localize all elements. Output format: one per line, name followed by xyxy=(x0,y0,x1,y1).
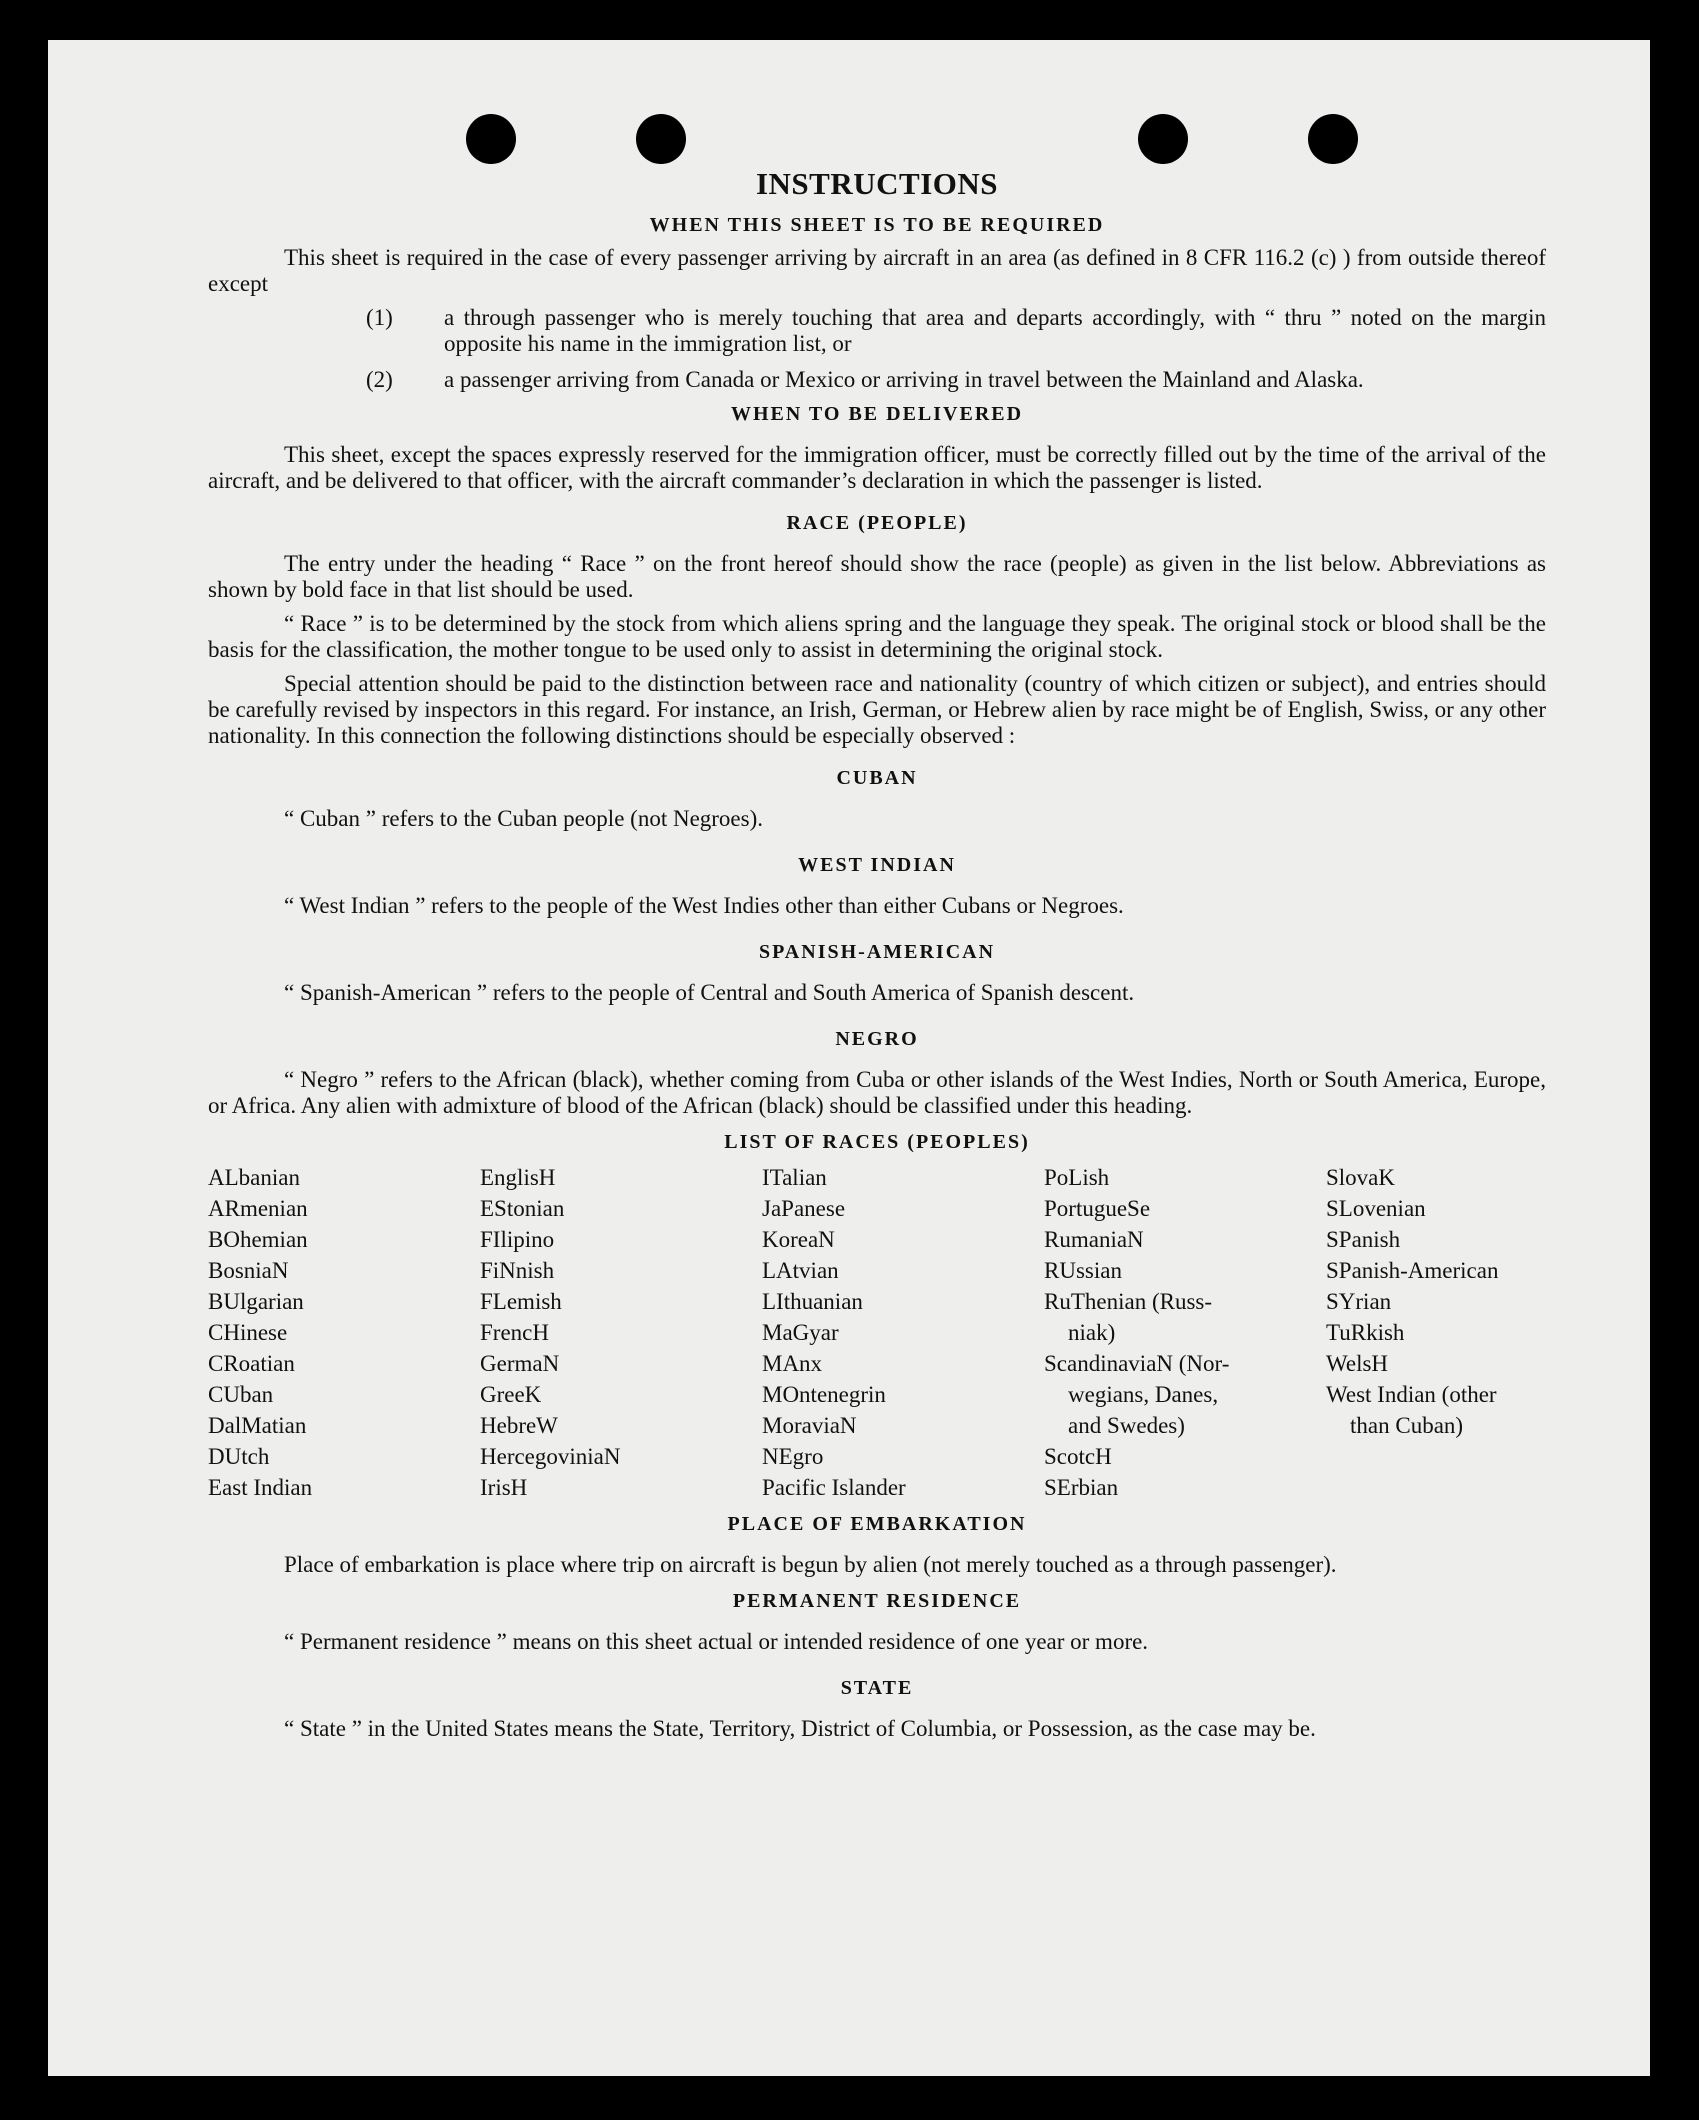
race-entry: Pacific Islander xyxy=(762,1475,906,1500)
race-entry: SlovaK xyxy=(1326,1165,1395,1190)
race-entry: ALbanian xyxy=(208,1165,300,1190)
race-column xyxy=(208,1162,468,1503)
race-entry: PortugueSe xyxy=(1044,1196,1151,1221)
race-entry: GermaN xyxy=(480,1351,560,1376)
heading-embarkation: PLACE OF EMBARKATION xyxy=(727,1513,1027,1535)
race-entry: RuThenian (Russ- xyxy=(1044,1289,1213,1314)
race-entry: PoLish xyxy=(1044,1165,1110,1190)
race-entry: FLemish xyxy=(480,1289,562,1314)
exception-number: (2) xyxy=(366,367,393,392)
race-entry: SLovenian xyxy=(1326,1196,1426,1221)
race-entry: SErbian xyxy=(1044,1475,1119,1500)
race-entry: DUtch xyxy=(208,1444,270,1469)
heading-required: WHEN THIS SHEET IS TO BE REQUIRED xyxy=(649,214,1105,236)
delivered-text: This sheet, except the spaces expressly reserved for the immigration officer, must be correctly filled out by the time of the arrival of the aircraft, and be delivered to that officer, with the aircraft commander’s declaration in which the passenger is listed. xyxy=(208,442,1546,493)
race-entry: ITalian xyxy=(762,1165,827,1190)
heading-spanish-american: SPANISH-AMERICAN xyxy=(758,941,996,963)
exception-text: a through passenger who is merely touching that area and departs accordingly, with “ thru ” noted on the margin opposite his name in the immigration list, or xyxy=(444,305,1546,356)
race-entry: JaPanese xyxy=(762,1196,846,1221)
race-entry: wegians, Danes, xyxy=(1068,1382,1219,1407)
race-column xyxy=(1044,1162,1314,1503)
race-entry: SYrian xyxy=(1326,1289,1392,1314)
punch-hole xyxy=(466,114,516,164)
race-entry: CHinese xyxy=(208,1320,288,1345)
heading-race: RACE (PEOPLE) xyxy=(786,512,968,534)
race-entry: RumaniaN xyxy=(1044,1227,1144,1252)
race-entry: CRoatian xyxy=(208,1351,295,1376)
race-entry: SPanish xyxy=(1326,1227,1401,1252)
exception-number: (1) xyxy=(366,305,393,330)
spanish-american-text: “ Spanish-American ” refers to the people of Central and South America of Spanish descent. xyxy=(284,980,1135,1005)
race-entry: RUssian xyxy=(1044,1258,1122,1283)
heading-delivered: WHEN TO BE DELIVERED xyxy=(730,403,1024,425)
document-page xyxy=(48,40,1650,2076)
race-entry: MAnx xyxy=(762,1351,823,1376)
race-entry: BOhemian xyxy=(208,1227,308,1252)
race-column xyxy=(480,1162,750,1503)
race-entry: West Indian (other xyxy=(1326,1382,1497,1407)
race-entry: niak) xyxy=(1068,1320,1116,1345)
heading-cuban: CUBAN xyxy=(836,767,918,789)
race-entry: EStonian xyxy=(480,1196,565,1221)
race-entry: FIlipino xyxy=(480,1227,555,1252)
race-entry: MOntenegrin xyxy=(762,1382,886,1407)
race-entry: MoraviaN xyxy=(762,1413,857,1438)
race-paragraph: The entry under the heading “ Race ” on the front hereof should show the race (people) as given in the list below. Abbreviations as shown by bold face in that list should be used. xyxy=(208,551,1546,602)
race-paragraph: “ Race ” is to be determined by the stock from which aliens spring and the language they speak. The original stock or blood shall be the basis for the classification, the mother tongue to be used only to assist in determining the original stock. xyxy=(208,611,1546,662)
residence-text: “ Permanent residence ” means on this sheet actual or intended residence of one year or more. xyxy=(284,1629,1149,1654)
punch-hole xyxy=(1308,114,1358,164)
race-entry: LAtvian xyxy=(762,1258,839,1283)
embarkation-text: Place of embarkation is place where trip on aircraft is begun by alien (not merely touched as a through passenger). xyxy=(284,1552,1337,1577)
race-column xyxy=(1326,1162,1546,1503)
race-entry: HebreW xyxy=(480,1413,558,1438)
required-intro: This sheet is required in the case of every passenger arriving by aircraft in an area (as defined in 8 CFR 116.2 (c) ) from outside thereof except xyxy=(208,245,1546,296)
race-entry: East Indian xyxy=(208,1475,313,1500)
race-entry: ScandinaviaN (Nor- xyxy=(1044,1351,1230,1376)
exception-text: a passenger arriving from Canada or Mexico or arriving in travel between the Mainland and Alaska. xyxy=(444,367,1364,392)
race-entry: ScotcH xyxy=(1044,1444,1112,1469)
race-entry: IrisH xyxy=(480,1475,528,1500)
exception-item xyxy=(208,367,1546,393)
document-body xyxy=(208,166,1546,1742)
race-entry: TuRkish xyxy=(1326,1320,1405,1345)
exception-item xyxy=(208,305,1546,357)
heading-state: STATE xyxy=(840,1677,914,1699)
race-entry: ARmenian xyxy=(208,1196,308,1221)
punch-hole xyxy=(636,114,686,164)
negro-text: “ Negro ” refers to the African (black), whether coming from Cuba or other islands of the West Indies, North or South America, Europe, or Africa. Any alien with admixture of blood of the African (black) should be classified under this heading. xyxy=(208,1067,1546,1118)
race-column xyxy=(762,1162,1032,1503)
race-entry: BosniaN xyxy=(208,1258,289,1283)
race-entry: KoreaN xyxy=(762,1227,835,1252)
race-entry: DalMatian xyxy=(208,1413,307,1438)
heading-west-indian: WEST INDIAN xyxy=(798,854,956,876)
race-list xyxy=(208,1162,1546,1503)
cuban-text: “ Cuban ” refers to the Cuban people (not Negroes). xyxy=(284,806,764,831)
heading-race-list: LIST OF RACES (PEOPLES) xyxy=(724,1131,1030,1153)
race-entry: LIthuanian xyxy=(762,1289,863,1314)
race-entry: WelsH xyxy=(1326,1351,1389,1376)
race-entry: MaGyar xyxy=(762,1320,839,1345)
heading-residence: PERMANENT RESIDENCE xyxy=(732,1590,1022,1612)
race-entry: BUlgarian xyxy=(208,1289,304,1314)
race-entry: FiNnish xyxy=(480,1258,555,1283)
page-title: INSTRUCTIONS xyxy=(755,166,998,201)
punch-hole xyxy=(1138,114,1188,164)
race-entry: GreeK xyxy=(480,1382,542,1407)
race-entry: NEgro xyxy=(762,1444,824,1469)
race-paragraph: Special attention should be paid to the distinction between race and nationality (country of which citizen or subject), and entries should be carefully revised by inspectors in this regard. For instance, an Irish, German, or Hebrew alien by race might be of English, Swiss, or any other nationality. In this connection the following distinctions should be especially observed : xyxy=(208,671,1546,748)
race-entry: SPanish-American xyxy=(1326,1258,1499,1283)
west-indian-text: “ West Indian ” refers to the people of the West Indies other than either Cubans or Negroes. xyxy=(284,893,1124,918)
heading-negro: NEGRO xyxy=(835,1028,919,1050)
race-entry: HercegoviniaN xyxy=(480,1444,621,1469)
race-entry: EnglisH xyxy=(480,1165,556,1190)
race-entry: FrencH xyxy=(480,1320,549,1345)
race-entry: and Swedes) xyxy=(1068,1413,1185,1438)
state-text: “ State ” in the United States means the State, Territory, District of Columbia, or Possession, as the case may be. xyxy=(284,1716,1316,1741)
race-entry: CUban xyxy=(208,1382,274,1407)
race-entry: than Cuban) xyxy=(1350,1413,1464,1438)
